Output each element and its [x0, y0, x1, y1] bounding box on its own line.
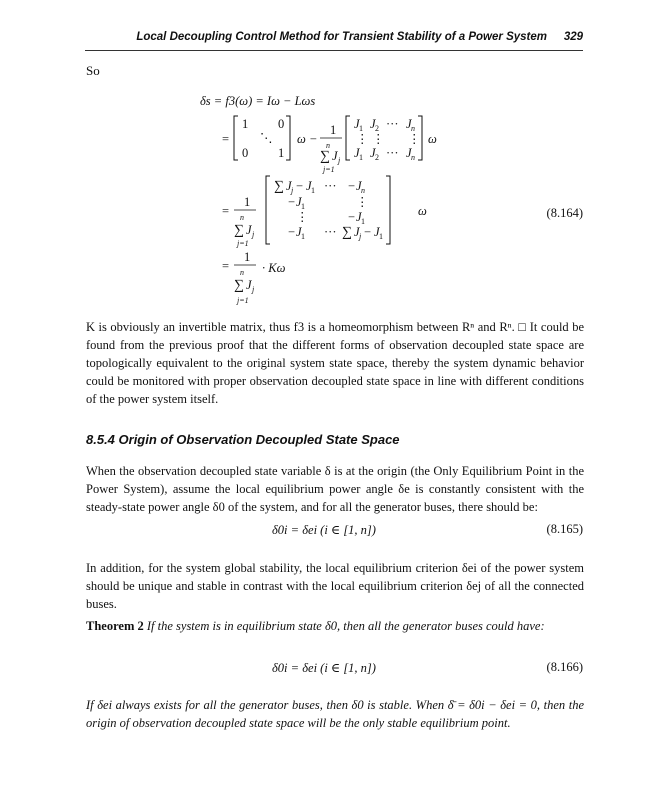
- intro-word: So: [86, 63, 100, 78]
- equation-8-166: δ0i = δei (i ∈ [1, n]): [272, 661, 376, 675]
- theorem-label: Theorem 2: [86, 619, 144, 633]
- svg-text:ω: ω: [428, 132, 437, 146]
- paragraph-origin: When the observation decoupled state variable δ is at the origin (the Only Equilibrium Point in the Power System), assume the local equilibrium power angle δe is constantly consistent with the steady-state power angle δ0 of the system, and for all the generator buses, there should be:: [86, 464, 584, 514]
- svg-text:⋮: ⋮: [356, 195, 369, 209]
- svg-text:J: J: [406, 117, 412, 131]
- svg-text:1: 1: [301, 202, 305, 211]
- svg-text:=: =: [222, 132, 230, 146]
- svg-text:···: ···: [324, 225, 337, 239]
- svg-text:0: 0: [278, 117, 285, 131]
- running-header: [85, 28, 583, 51]
- svg-text:···: ···: [386, 117, 399, 131]
- svg-text:⋮: ⋮: [372, 132, 385, 146]
- svg-text:1: 1: [330, 123, 337, 137]
- svg-text:J: J: [332, 149, 338, 163]
- svg-text:J: J: [246, 223, 252, 237]
- svg-text:n: n: [411, 153, 415, 162]
- svg-text:1: 1: [242, 117, 249, 131]
- svg-text:⋮: ⋮: [408, 132, 421, 146]
- svg-text:=: =: [222, 204, 230, 218]
- svg-text:1: 1: [359, 153, 363, 162]
- svg-text:=: =: [222, 259, 230, 273]
- svg-text:n: n: [240, 213, 244, 222]
- svg-text:2: 2: [375, 153, 379, 162]
- svg-text:−: −: [348, 210, 356, 224]
- svg-text:1: 1: [301, 232, 305, 241]
- svg-text:∑: ∑: [342, 225, 352, 240]
- svg-text:⋱: ⋱: [260, 131, 273, 145]
- svg-text:∑: ∑: [274, 179, 284, 194]
- svg-text:n: n: [361, 186, 365, 195]
- svg-text:J: J: [354, 225, 360, 239]
- svg-text:j=1: j=1: [237, 296, 249, 305]
- svg-text:J: J: [354, 117, 360, 131]
- svg-text:1: 1: [244, 195, 251, 209]
- equation-label-8-164: (8.164): [546, 206, 583, 220]
- svg-text:j: j: [359, 232, 362, 241]
- svg-text:⋮: ⋮: [296, 210, 309, 224]
- svg-text:j: j: [338, 156, 341, 165]
- svg-text:ω: ω: [418, 204, 427, 218]
- svg-text:J: J: [296, 195, 302, 209]
- k-omega-term: · Kω: [262, 261, 286, 275]
- svg-text:n: n: [411, 124, 415, 133]
- svg-text:J: J: [374, 225, 380, 239]
- svg-text:···: ···: [324, 179, 337, 193]
- svg-text:J: J: [356, 179, 362, 193]
- svg-text:J: J: [370, 146, 376, 160]
- theorem-text: If the system is in equilibrium state δ0, then all the generator buses could have:: [146, 619, 545, 633]
- svg-text:J: J: [246, 278, 252, 292]
- svg-text:1: 1: [359, 124, 363, 133]
- svg-text:1: 1: [278, 146, 285, 160]
- svg-text:−: −: [296, 179, 304, 193]
- svg-text:1: 1: [311, 186, 315, 195]
- svg-text:∑: ∑: [234, 223, 244, 238]
- derivation-line-1: δs = f3(ω) = Iω − Lωs: [200, 94, 316, 108]
- svg-text:−: −: [348, 179, 356, 193]
- svg-text:j=1: j=1: [237, 239, 249, 248]
- page-number: 329: [563, 31, 583, 43]
- svg-text:ω −: ω −: [297, 132, 318, 146]
- svg-text:2: 2: [375, 124, 379, 133]
- svg-text:1: 1: [361, 217, 365, 226]
- svg-text:−: −: [288, 195, 296, 209]
- svg-text:n: n: [326, 141, 330, 150]
- equation-8-165: δ0i = δei (i ∈ [1, n]): [272, 523, 376, 537]
- svg-text:∑: ∑: [320, 149, 330, 164]
- derivation-matrices: [190, 110, 490, 315]
- svg-text:J: J: [306, 179, 312, 193]
- svg-text:j: j: [252, 285, 255, 294]
- svg-text:J: J: [354, 146, 360, 160]
- svg-text:J: J: [370, 117, 376, 131]
- theorem-2: [86, 617, 584, 635]
- svg-text:⋮: ⋮: [356, 132, 369, 146]
- svg-text:J: J: [356, 210, 362, 224]
- paragraph-homeomorphism: K is obviously an invertible matrix, thus f3 is a homeomorphism between Rⁿ and Rⁿ. □ It could be found from the previous proof that the different forms of observation decoupled state space are topologically equivalent to the original system state space, thereby the system dynamic behavior could be monitored with proper observation decoupled state space in line with different conditions of the power system itself.: [86, 320, 584, 406]
- svg-text:0: 0: [242, 146, 249, 160]
- svg-text:∑: ∑: [234, 278, 244, 293]
- svg-text:−: −: [364, 225, 372, 239]
- svg-text:−: −: [288, 225, 296, 239]
- svg-text:J: J: [406, 146, 412, 160]
- running-title: Local Decoupling Control Method for Transient Stability of a Power System: [136, 31, 547, 43]
- equation-label-8-165: (8.165): [546, 522, 583, 536]
- svg-text:j: j: [291, 186, 294, 195]
- svg-text:n: n: [240, 268, 244, 277]
- svg-text:j: j: [252, 230, 255, 239]
- paragraph-stable-origin: If δei always exists for all the generator buses, then δ0 is stable. When δ̄ = δ0i − δei = 0, then the origin of observation decoupled state space will be the only stable equilibrium point.: [86, 698, 584, 730]
- svg-text:···: ···: [386, 146, 399, 160]
- equation-label-8-166: (8.166): [546, 660, 583, 674]
- svg-text:J: J: [296, 225, 302, 239]
- svg-text:J: J: [286, 179, 292, 193]
- svg-text:j=1: j=1: [323, 165, 335, 174]
- svg-text:1: 1: [244, 250, 251, 264]
- svg-text:1: 1: [379, 232, 383, 241]
- paragraph-global-stability: In addition, for the system global stability, the local equilibrium criterion δei of the power system should be unique and stable in contrast with the local equilibrium criterion δej of all the connected buses.: [86, 561, 584, 611]
- section-heading: 8.5.4 Origin of Observation Decoupled State Space: [86, 432, 400, 447]
